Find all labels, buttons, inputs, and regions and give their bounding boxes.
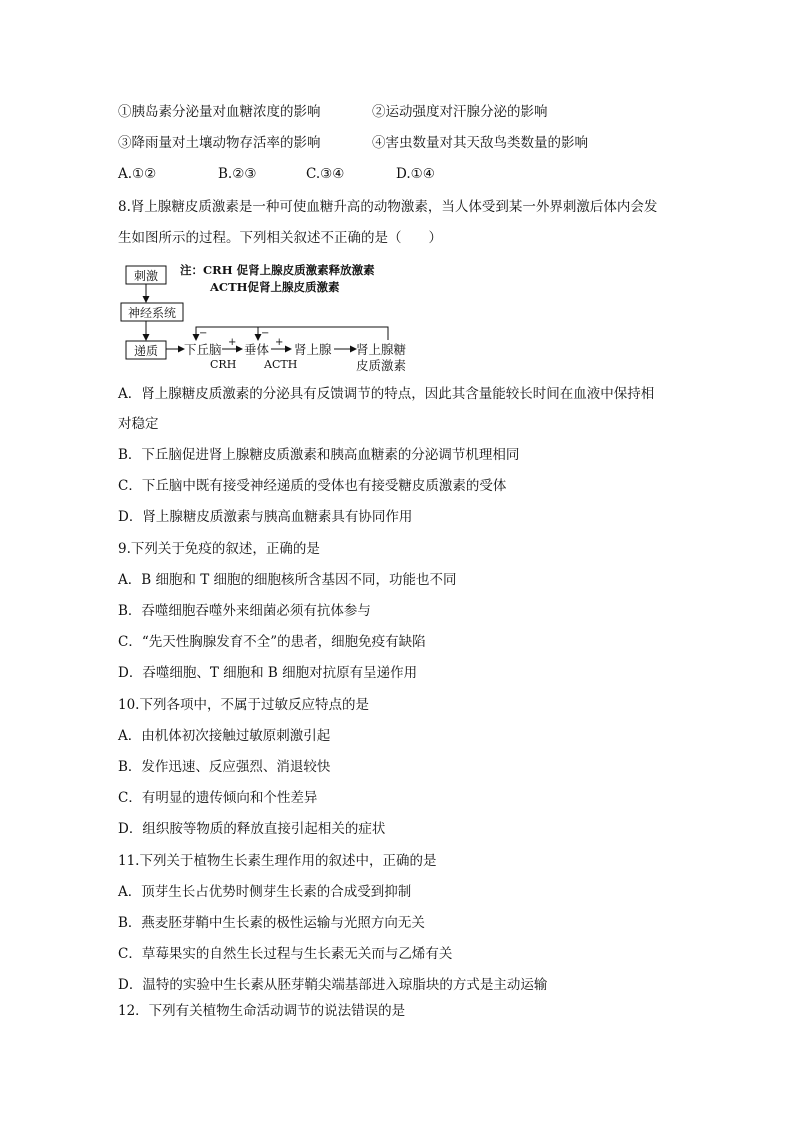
acth-label: ACTH [264,358,298,371]
q11-option-d: D．温特的实验中生长素从胚芽鞘尖端基部进入琼脂块的方式是主动运输 [118,977,548,993]
q10-option-b: B．发作迅速、反应强烈、消退较快 [118,759,331,775]
diagram-note-1: 注：CRH 促肾上腺皮质激素释放激素 [180,263,375,277]
adrenal-label: 肾上腺 [294,342,332,357]
q9-option-a: A．B 细胞和 T 细胞的细胞核所含基因不同，功能也不同 [118,572,457,588]
nervous-system-label: 神经系统 [127,306,177,320]
q7-option-2: ②运动强度对汗腺分泌的影响 [372,104,548,120]
q7-choice-c: C.③④ [306,166,345,182]
feedback-to-hypothalamus [196,327,388,340]
q9-option-c: C．“先天性胸腺发育不全”的患者，细胞免疫有缺陷 [118,634,426,650]
q8-option-a-line-1: A．肾上腺糖皮质激素的分泌具有反馈调节的特点，因此其含量能较长时间在血液中保持相 [118,386,655,402]
q9-option-d: D．吞噬细胞、T 细胞和 B 细胞对抗原有呈递作用 [118,665,418,681]
q8-stem-line-1: 8.肾上腺糖皮质激素是一种可使血糖升高的动物激素，当人体受到某一外界刺激后体内会发 [118,199,658,215]
hypothalamus-label: 下丘脑 [184,342,222,357]
q11-option-a: A．顶芽生长占优势时侧芽生长素的合成受到抑制 [118,884,412,900]
q10-option-c: C．有明显的遗传倾向和个性差异 [118,790,318,806]
q11-option-b: B．燕麦胚芽鞘中生长素的极性运输与光照方向无关 [118,915,425,931]
q8-option-c: C．下丘脑中既有接受神经递质的受体也有接受糖皮质激素的受体 [118,478,507,494]
plus-sign-crh: + [228,337,237,348]
stimulus-label: 刺激 [133,269,159,283]
q7-choice-a: A.①② [118,166,157,182]
transmitter-label: 递质 [133,344,159,358]
q11-stem: 11.下列关于植物生长素生理作用的叙述中，正确的是 [118,853,437,869]
q7-choice-b: B.②③ [218,166,257,182]
q7-option-4: ④害虫数量对其天敌鸟类数量的影响 [372,135,588,151]
hormone-label-line-2: 皮质激素 [356,358,407,373]
q10-option-a: A．由机体初次接触过敏原刺激引起 [118,728,331,744]
q7-choice-d: D.①④ [396,166,435,182]
q9-option-b: B．吞噬细胞吞噬外来细菌必须有抗体参与 [118,603,371,619]
q8-option-b: B．下丘脑促进肾上腺糖皮质激素和胰高血糖素的分泌调节机理相同 [118,447,520,463]
minus-sign-hypothalamus: − [199,328,208,339]
crh-label: CRH [210,358,237,371]
q8-option-d: D．肾上腺糖皮质激素与胰高血糖素具有协同作用 [118,509,413,525]
minus-sign-pituitary: − [261,328,270,339]
plus-sign-acth: + [275,337,284,348]
q9-stem: 9.下列关于免疫的叙述，正确的是 [118,541,320,557]
q12-stem: 12．下列有关植物生命活动调节的说法错误的是 [118,1003,406,1019]
diagram-note-2: ACTH促肾上腺皮质激素 [210,280,340,294]
q7-option-3: ③降雨量对土壤动物存活率的影响 [118,135,321,151]
hormone-regulation-diagram [118,260,438,376]
q11-option-c: C．草莓果实的自然生长过程与生长素无关而与乙烯有关 [118,946,453,962]
hormone-label-line-1: 肾上腺糖 [356,342,407,357]
q10-stem: 10.下列各项中，不属于过敏反应特点的是 [118,697,369,713]
pituitary-label: 垂体 [244,342,270,357]
q8-option-a-line-2: 对稳定 [118,416,159,432]
q8-stem-line-2: 生如图所示的过程。下列相关叙述不正确的是（ ） [118,230,442,246]
q10-option-d: D．组织胺等物质的释放直接引起相关的症状 [118,821,386,837]
q7-option-1: ①胰岛素分泌量对血糖浓度的影响 [118,104,321,120]
